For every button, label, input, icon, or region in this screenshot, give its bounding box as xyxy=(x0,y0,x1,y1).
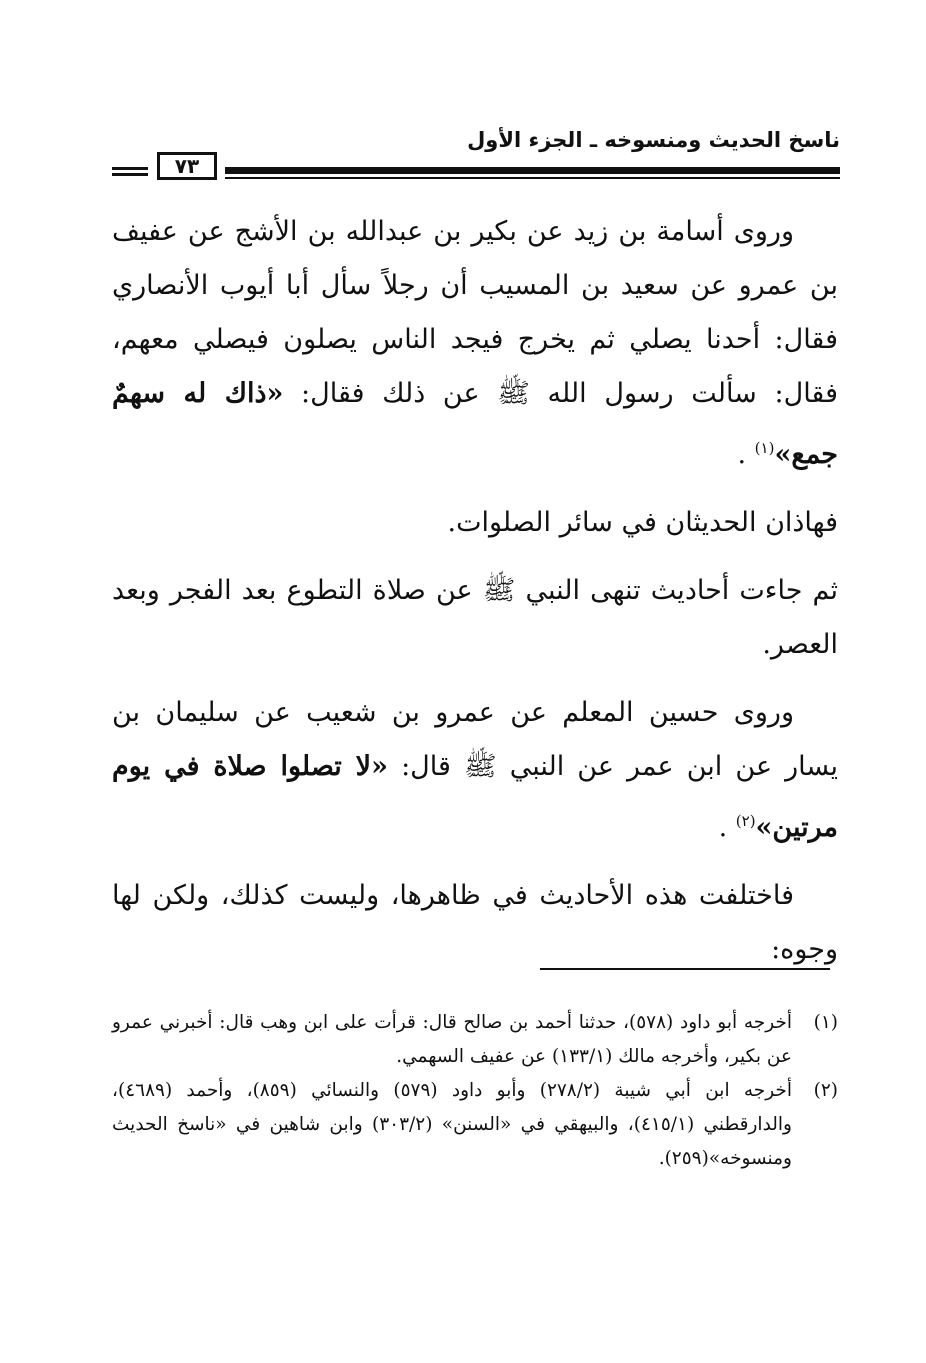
footnote-1-text: أخرجه أبو داود (٥٧٨)، حدثنا أحمد بن صالح قال: قرأت على ابن وهب قال: أخبرني عمرو عن بكير، وأخرجه مالك (١٣٣/١) عن عفيف السهمي. xyxy=(112,1012,792,1067)
paragraph-1-text: وروى أسامة بن زيد عن بكير بن عبدالله بن الأشج عن عفيف بن عمرو عن سعيد بن المسيب أن رجلاً سأل أبا أيوب الأنصاري فقال: أحدنا يصلي ثم يخرج فيجد الناس يصلون فيصلي معهم، فقال: سألت رسول الله ﷺ عن ذلك فقال: xyxy=(112,216,838,409)
page-header xyxy=(112,128,840,183)
paragraph-4-end: . xyxy=(718,812,728,843)
hadith-quote-1: «ذاك له سهمٌ جمع» xyxy=(112,378,838,470)
header-rule-left xyxy=(112,167,148,176)
header-rule-thin xyxy=(225,177,840,179)
paragraph-4 xyxy=(112,686,838,855)
running-title: ناسخ الحديث ومنسوخه ـ الجزء الأول xyxy=(467,128,840,152)
footnote-2-number: (٢) xyxy=(813,1080,838,1101)
page-number: ٧٣ xyxy=(157,152,217,180)
paragraph-2-text: فهاذان الحديثان في سائر الصلوات. xyxy=(447,507,838,538)
footnotes xyxy=(112,1006,838,1176)
paragraph-4-text: وروى حسين المعلم عن عمرو بن شعيب عن سليمان بن يسار عن ابن عمر عن النبي ﷺ قال: xyxy=(112,697,839,782)
footnote-2 xyxy=(112,1074,838,1176)
header-rule-thick xyxy=(225,167,840,174)
footnote-separator xyxy=(540,968,830,970)
hadith-quote-2: «لا تصلوا صلاة في يوم مرتين» xyxy=(112,751,838,843)
footnote-ref-1: (١) xyxy=(754,439,775,457)
paragraph-1-end: . xyxy=(737,439,747,470)
footnote-ref-2: (٢) xyxy=(735,812,756,830)
footnote-1 xyxy=(112,1006,838,1074)
footnote-2-text: أخرجه ابن أبي شيبة (٢٧٨/٢) وأبو داود (٥٧٩) والنسائي (٨٥٩)، وأحمد (٤٦٨٩)، والدارقطني (٤١٥/١)، والبيهقي في «السنن» (٣٠٣/٢) وابن شاهين في «ناسخ الحديث ومنسوخه»(٢٥٩). xyxy=(112,1080,792,1169)
paragraph-3 xyxy=(112,564,838,672)
paragraph-1 xyxy=(112,205,838,482)
paragraph-3-text: ثم جاءت أحاديث تنهى النبي ﷺ عن صلاة التطوع بعد الفجر وبعد العصر. xyxy=(112,575,838,660)
paragraph-2 xyxy=(112,496,838,550)
paragraph-5 xyxy=(112,869,838,977)
main-text xyxy=(112,205,838,991)
paragraph-5-text: فاختلفت هذه الأحاديث في ظاهرها، وليست كذلك، ولكن لها وجوه: xyxy=(112,880,838,965)
footnote-1-number: (١) xyxy=(813,1012,838,1033)
